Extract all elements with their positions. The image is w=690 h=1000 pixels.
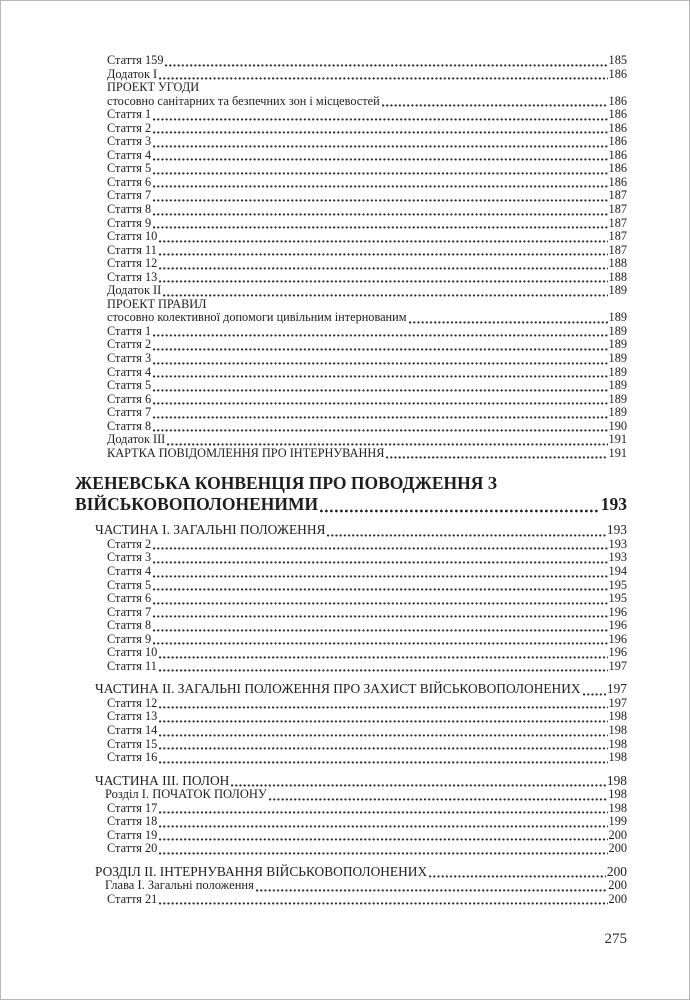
toc-entry (107, 815, 627, 829)
toc-entry-label: Стаття 4 (107, 364, 152, 379)
toc-entry (107, 95, 627, 109)
dotted-leader (153, 184, 607, 188)
toc-entry (107, 271, 627, 285)
dotted-leader (153, 212, 607, 216)
toc-entry (107, 162, 627, 176)
toc-entry-page: 186 (608, 107, 627, 122)
toc-entry-page: 200 (608, 891, 627, 906)
dotted-leader (159, 746, 607, 750)
dotted-leader (386, 455, 607, 459)
dotted-leader (153, 144, 607, 148)
toc-entry-label: Додаток III (107, 432, 166, 447)
toc-entry (107, 592, 627, 606)
toc-entry-label: Стаття 9 (107, 215, 152, 230)
dotted-leader (153, 641, 607, 645)
toc-entry-label: Стаття 12 (107, 695, 158, 710)
toc-entry-page: 189 (608, 405, 627, 420)
dotted-leader (159, 76, 607, 80)
toc-entry-page: 193 (606, 522, 627, 538)
dotted-leader (153, 157, 607, 161)
toc-entry-page: 196 (608, 618, 627, 633)
toc-entry-page: 189 (608, 310, 627, 325)
dotted-leader (153, 225, 607, 229)
dotted-leader (159, 655, 607, 659)
toc-entry (107, 433, 627, 447)
toc-entry (107, 176, 627, 190)
toc-entry-label: Стаття 5 (107, 577, 152, 592)
toc-entry (107, 565, 627, 579)
toc-entry (107, 325, 627, 339)
toc-entry-label: Додаток II (107, 283, 162, 298)
toc-entry-page: 188 (608, 256, 627, 271)
toc-entry-label: Стаття 1 (107, 107, 152, 122)
toc-entry-label: Стаття 18 (107, 814, 158, 829)
dotted-leader (409, 320, 608, 324)
toc-entry (107, 217, 627, 231)
dotted-leader (153, 560, 607, 564)
toc-entry (95, 522, 627, 538)
toc-entry-label: Стаття 17 (107, 800, 158, 815)
toc-entry-label: Стаття 6 (107, 391, 152, 406)
toc-entry-page: 186 (608, 93, 627, 108)
toc-entry-page: 197 (608, 695, 627, 710)
toc-entry (107, 352, 627, 366)
toc-entry-label: Стаття 10 (107, 229, 158, 244)
toc-entry (107, 842, 627, 856)
dotted-leader (153, 546, 607, 550)
toc-entry-page: 187 (608, 188, 627, 203)
toc-entry (107, 379, 627, 393)
toc-entry-label: стосовно санітарних та безпечних зон і місцевостей (107, 93, 380, 108)
dotted-leader (382, 103, 608, 107)
dotted-leader (153, 428, 607, 432)
toc-entry (107, 420, 627, 434)
dotted-leader (153, 374, 607, 378)
toc-entry-label: Стаття 15 (107, 736, 158, 751)
toc-entry-label: Стаття 7 (107, 188, 152, 203)
toc-entry (107, 751, 627, 765)
toc-entry-label: ПРОЕКТ ПРАВИЛ (107, 296, 207, 311)
toc-entry-page: 198 (608, 722, 627, 737)
toc-entry-label: ЧАСТИНА II. ЗАГАЛЬНІ ПОЛОЖЕННЯ ПРО ЗАХИСТ ВІЙСЬКОВОПОЛОНЕНИХ (95, 681, 581, 697)
toc-entry (107, 244, 627, 258)
toc-entry-page: 200 (608, 878, 627, 893)
toc-entry-label: Стаття 1 (107, 323, 152, 338)
dotted-leader (159, 668, 608, 672)
toc-entry (107, 393, 627, 407)
toc-entry (107, 230, 627, 244)
toc-entry-label: Стаття 7 (107, 405, 152, 420)
toc-entry (107, 149, 627, 163)
dotted-leader (153, 628, 607, 632)
toc-entry-page: 186 (608, 161, 627, 176)
toc-entry-page: 186 (608, 134, 627, 149)
dotted-leader (327, 533, 605, 537)
toc-entry-label: Стаття 5 (107, 161, 152, 176)
toc-entry-page: 189 (608, 351, 627, 366)
toc-entry-page: 200 (608, 841, 627, 856)
toc-entry-page: 193 (608, 550, 627, 565)
toc-entry-label: Стаття 12 (107, 256, 158, 271)
toc-entry-label: Стаття 4 (107, 564, 152, 578)
dotted-leader (153, 117, 607, 121)
toc-entry (107, 311, 627, 325)
toc-entry (107, 697, 627, 711)
toc-entry (107, 802, 627, 816)
dotted-leader (583, 692, 606, 696)
toc-entry-page: 189 (608, 391, 627, 406)
dotted-leader (320, 508, 600, 513)
toc-entry (107, 579, 627, 593)
dotted-leader (153, 198, 607, 202)
toc-entry (107, 893, 627, 907)
toc-entry (95, 681, 627, 697)
toc-entry-page: 200 (608, 827, 627, 842)
toc-entry-label: Стаття 19 (107, 827, 158, 842)
dotted-leader (153, 333, 607, 337)
toc-entry-label: Стаття 7 (107, 604, 152, 619)
toc-entry-page: 197 (606, 681, 627, 697)
dotted-leader (159, 851, 607, 855)
dotted-leader (159, 837, 607, 841)
toc-entry-page: 198 (608, 800, 627, 815)
toc-entry (95, 773, 627, 789)
toc-entry-page: 189 (608, 378, 627, 393)
toc-entry-label: Стаття 11 (107, 242, 157, 257)
toc-entry-label: Стаття 21 (107, 891, 158, 906)
dotted-leader (153, 614, 607, 618)
toc-entry-page: 186 (608, 174, 627, 189)
toc-entry-page: 187 (608, 242, 627, 257)
toc-entry-label: ЧАСТИНА I. ЗАГАЛЬНІ ПОЛОЖЕННЯ (95, 522, 326, 538)
dotted-leader (269, 797, 607, 801)
footer-page-number: 275 (604, 931, 627, 947)
dotted-leader (159, 760, 607, 764)
dotted-leader (153, 401, 607, 405)
toc-entry (107, 738, 627, 752)
toc-entry-label: Стаття 14 (107, 722, 158, 737)
toc-entry-label: Стаття 3 (107, 550, 152, 565)
toc-entry-page: 194 (608, 564, 627, 578)
toc-entry (107, 338, 627, 352)
toc-entry (107, 606, 627, 620)
toc-entry-page: 196 (608, 645, 627, 660)
toc-entry-page: 196 (608, 631, 627, 646)
toc-entry-page: 198 (608, 750, 627, 765)
toc-entry (75, 473, 627, 494)
toc-entry-label: ВІЙСЬКОВОПОЛОНЕНИМИ (75, 493, 319, 514)
dotted-leader (159, 266, 607, 270)
toc-entry (95, 864, 627, 880)
toc-entry (107, 538, 627, 552)
dotted-leader (159, 733, 607, 737)
toc-entry (107, 284, 627, 298)
toc-entry (105, 788, 627, 802)
toc-entry-label: Стаття 2 (107, 536, 152, 551)
toc-entry-page: 198 (608, 787, 627, 802)
toc-entry-page: 200 (606, 863, 627, 879)
dotted-leader (163, 293, 607, 297)
toc-entry-label: Стаття 20 (107, 841, 158, 856)
toc-entry (107, 619, 627, 633)
toc-entry-label: Розділ I. ПОЧАТОК ПОЛОНУ (105, 787, 267, 802)
toc-entry-label: Стаття 13 (107, 269, 158, 284)
toc-entry-page: 189 (608, 323, 627, 338)
toc-entry (107, 724, 627, 738)
toc-entry-page: 195 (608, 577, 627, 592)
dotted-leader (153, 171, 607, 175)
toc-entry-label: КАРТКА ПОВІДОМЛЕННЯ ПРО ІНТЕРНУВАННЯ (107, 445, 385, 460)
dotted-leader (256, 888, 607, 892)
toc-entry (107, 108, 627, 122)
dotted-leader (429, 874, 606, 878)
dotted-leader (159, 705, 607, 709)
dotted-leader (165, 63, 607, 67)
toc-entry-label: РОЗДІЛ II. ІНТЕРНУВАННЯ ВІЙСЬКОВОПОЛОНЕНИХ (95, 863, 428, 879)
toc-entry-page: 189 (608, 337, 627, 352)
toc-entry-page: 190 (608, 418, 627, 433)
toc-entry (107, 135, 627, 149)
toc-entry (107, 189, 627, 203)
toc-entry-page: 193 (608, 536, 627, 551)
toc-entry (107, 366, 627, 380)
toc-entry (107, 551, 627, 565)
toc-entry-label: Глава I. Загальні положення (105, 878, 254, 893)
dotted-leader (153, 388, 607, 392)
toc-entry (105, 879, 627, 893)
toc-entry-label: Стаття 8 (107, 202, 152, 217)
dotted-leader (153, 415, 607, 419)
toc-entry-label: ПРОЕКТ УГОДИ (107, 80, 200, 95)
toc-entry-label: Стаття 3 (107, 134, 152, 149)
toc-entry-label: Стаття 6 (107, 174, 152, 189)
toc-entry-label: стосовно колективної допомоги цивільним інтернованим (107, 310, 407, 325)
toc-entry-label: Стаття 2 (107, 337, 152, 352)
toc-entry-page: 187 (608, 229, 627, 244)
dotted-leader (159, 279, 607, 283)
dotted-leader (159, 252, 608, 256)
toc-entry-page: 189 (608, 283, 627, 298)
toc-entry-page: 191 (608, 445, 627, 460)
toc-entry-label: Стаття 13 (107, 709, 158, 724)
toc-entry (107, 54, 627, 68)
toc-entry-page: 198 (606, 772, 627, 788)
toc-entry-page: 185 (608, 53, 627, 67)
dotted-leader (153, 574, 607, 578)
dotted-leader (159, 824, 607, 828)
dotted-leader (153, 601, 607, 605)
toc-entry (107, 122, 627, 136)
toc-list (1, 54, 627, 906)
toc-entry (107, 81, 627, 95)
toc-entry (107, 406, 627, 420)
toc-entry-page: 187 (608, 202, 627, 217)
dotted-leader (159, 810, 607, 814)
toc-entry-label: Стаття 8 (107, 618, 152, 633)
toc-entry-page: 187 (608, 215, 627, 230)
dotted-leader (153, 587, 607, 591)
dotted-leader (231, 783, 606, 787)
toc-entry (107, 203, 627, 217)
toc-entry-page: 198 (608, 709, 627, 724)
toc-entry-label: ЖЕНЕВСЬКА КОНВЕНЦІЯ ПРО ПОВОДЖЕННЯ З (75, 473, 498, 494)
dotted-leader (153, 130, 607, 134)
toc-entry-label: Стаття 10 (107, 645, 158, 660)
toc-entry-label: Стаття 3 (107, 351, 152, 366)
toc-entry-label: Стаття 5 (107, 378, 152, 393)
toc-entry (107, 646, 627, 660)
toc-entry-page: 186 (608, 120, 627, 135)
toc-entry-page: 189 (608, 364, 627, 379)
toc-entry (75, 494, 627, 515)
toc-entry-page: 186 (608, 66, 627, 81)
toc-entry-page: 188 (608, 269, 627, 284)
toc-entry (107, 298, 627, 312)
toc-entry-page: 195 (608, 591, 627, 606)
toc-entry (107, 633, 627, 647)
toc-entry (107, 257, 627, 271)
toc-entry-page: 198 (608, 736, 627, 751)
toc-entry-page: 199 (608, 814, 627, 829)
toc-entry (107, 710, 627, 724)
dotted-leader (153, 361, 607, 365)
toc-entry-label: Стаття 2 (107, 120, 152, 135)
toc-entry-label: ЧАСТИНА III. ПОЛОН (95, 772, 230, 788)
toc-entry-label: Стаття 16 (107, 750, 158, 765)
toc-entry-label: Додаток I (107, 66, 158, 81)
toc-entry-label: Стаття 8 (107, 418, 152, 433)
toc-entry-label: Стаття 9 (107, 631, 152, 646)
toc-entry (107, 68, 627, 82)
dotted-leader (153, 347, 607, 351)
dotted-leader (159, 901, 607, 905)
toc-entry-page: 196 (608, 604, 627, 619)
toc-entry-label: Стаття 159 (107, 53, 164, 67)
toc-entry-label: Стаття 11 (107, 658, 157, 673)
toc-entry-label: Стаття 6 (107, 591, 152, 606)
toc-entry-label: Стаття 4 (107, 147, 152, 162)
toc-entry-page: 186 (608, 147, 627, 162)
toc-entry-page: 193 (600, 493, 627, 514)
toc-entry (107, 660, 627, 674)
toc-entry (107, 447, 627, 461)
dotted-leader (159, 239, 607, 243)
toc-entry-page: 197 (608, 658, 627, 673)
dotted-leader (159, 719, 607, 723)
toc-entry-page: 191 (608, 432, 627, 447)
toc-entry (107, 829, 627, 843)
